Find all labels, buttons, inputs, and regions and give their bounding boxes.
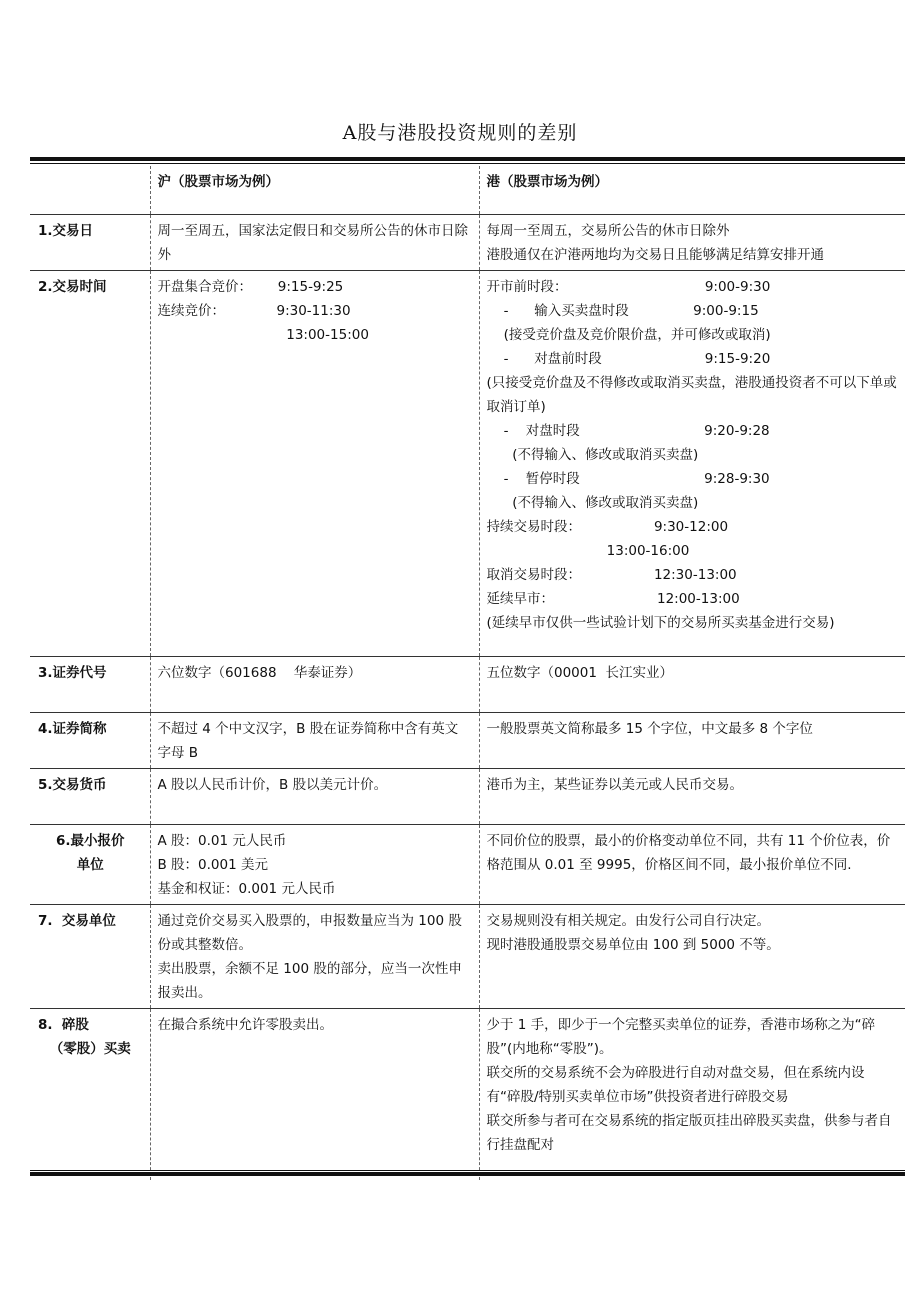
- bottom-double-rule: [30, 1170, 905, 1179]
- row-label: 2.交易时间: [30, 270, 150, 656]
- table-row: [30, 656, 905, 712]
- row-label: 1.交易日: [30, 214, 150, 270]
- shanghai-cell: 通过竞价交易买入股票的，申报数量应当为 100 股份或其整数倍。 卖出股票，余额不足 100 股的部分，应当一次性申报卖出。: [150, 904, 479, 1008]
- table-row: [30, 712, 905, 768]
- shanghai-cell: 周一至周五，国家法定假日和交易所公告的休市日除外: [150, 214, 479, 270]
- row-label: 4.证券简称: [30, 712, 150, 768]
- shanghai-cell: A 股以人民币计价，B 股以美元计价。: [150, 768, 479, 824]
- top-double-rule: [30, 157, 905, 166]
- header-label-cell: [30, 166, 150, 214]
- table-row: [30, 768, 905, 824]
- table-row: [30, 1008, 905, 1180]
- hongkong-cell: 不同价位的股票，最小的价格变动单位不同，共有 11 个价位表，价格范围从 0.01 至 9995，价格区间不同，最小报价单位不同.: [479, 824, 905, 904]
- page-title: A股与港股投资规则的差别: [342, 122, 578, 144]
- header-shanghai: 沪（股票市场为例）: [150, 166, 479, 214]
- hongkong-cell: 一般股票英文简称最多 15 个字位，中文最多 8 个字位: [479, 712, 905, 768]
- hongkong-cell: 少于 1 手，即少于一个完整买卖单位的证券，香港市场称之为“碎股”(内地称“零股”)。 联交所的交易系统不会为碎股进行自动对盘交易，但在系统内设有“碎股/特别买卖单位市场”供投资者进行碎股交易 联交所参与者可在交易系统的指定版页挂出碎股买卖盘，供参与者自行挂盘配对: [479, 1008, 905, 1180]
- hongkong-cell: 交易规则没有相关规定。由发行公司自行决定。 现时港股通股票交易单位由 100 到 5000 不等。: [479, 904, 905, 1008]
- table-header-row: [30, 166, 905, 214]
- header-hongkong: 港（股票市场为例）: [486, 174, 608, 190]
- shanghai-cell: A 股：0.01 元人民币 B 股：0.001 美元 基金和权证：0.001 元人民币: [150, 824, 479, 904]
- table-row: [30, 904, 905, 1008]
- shanghai-cell: 不超过 4 个中文汉字，B 股在证券简称中含有英文字母 B: [150, 712, 479, 768]
- hongkong-cell: 港币为主，某些证券以美元或人民币交易。: [479, 768, 905, 824]
- row-label: 5.交易货币: [30, 768, 150, 824]
- table-row: [30, 824, 905, 904]
- row-label: 7. 交易单位: [30, 904, 150, 1008]
- shanghai-cell: 在撮合系统中允许零股卖出。: [150, 1008, 479, 1180]
- shanghai-cell: 开盘集合竞价： 9:15-9:25 连续竞价： 9:30-11:30 13:00-15:00: [150, 270, 479, 656]
- row-label: 6.最小报价 单位: [30, 824, 150, 904]
- hongkong-cell: 五位数字（00001 长江实业）: [479, 656, 905, 712]
- shanghai-cell: 六位数字（601688 华泰证券）: [150, 656, 479, 712]
- hongkong-cell: 开市前时段： 9:00-9:30 - 输入买卖盘时段 9:00-9:15 (接受竞价盘及竞价限价盘，并可修改或取消) - 对盘前时段 9:15-9:20 (只接受竞价盘及不得修改或取消买卖盘，港股通投资者不可以下单或取消订单) - 对盘时段 9:20-9:28 (不得输入、修改或取消买卖盘) - 暂停时段 9:28-9:30 (不得输入、修改或取消买卖盘) 持续交易时段： 9:30-12:00 13:00-16:00 取消交易时段： 12:30-13:00 延续早市： 12:00-13:00 (延续早市仅供一些试验计划下的交易所买卖基金进行交易): [479, 270, 905, 656]
- comparison-table: [30, 166, 905, 1180]
- hongkong-cell: 每周一至周五，交易所公告的休市日除外 港股通仅在沪港两地均为交易日且能够满足结算安排开通: [479, 214, 905, 270]
- table-row: [30, 214, 905, 270]
- table-row: [30, 270, 905, 656]
- row-label: 8. 碎股 （零股）买卖: [30, 1008, 150, 1180]
- row-label: 3.证券代号: [30, 656, 150, 712]
